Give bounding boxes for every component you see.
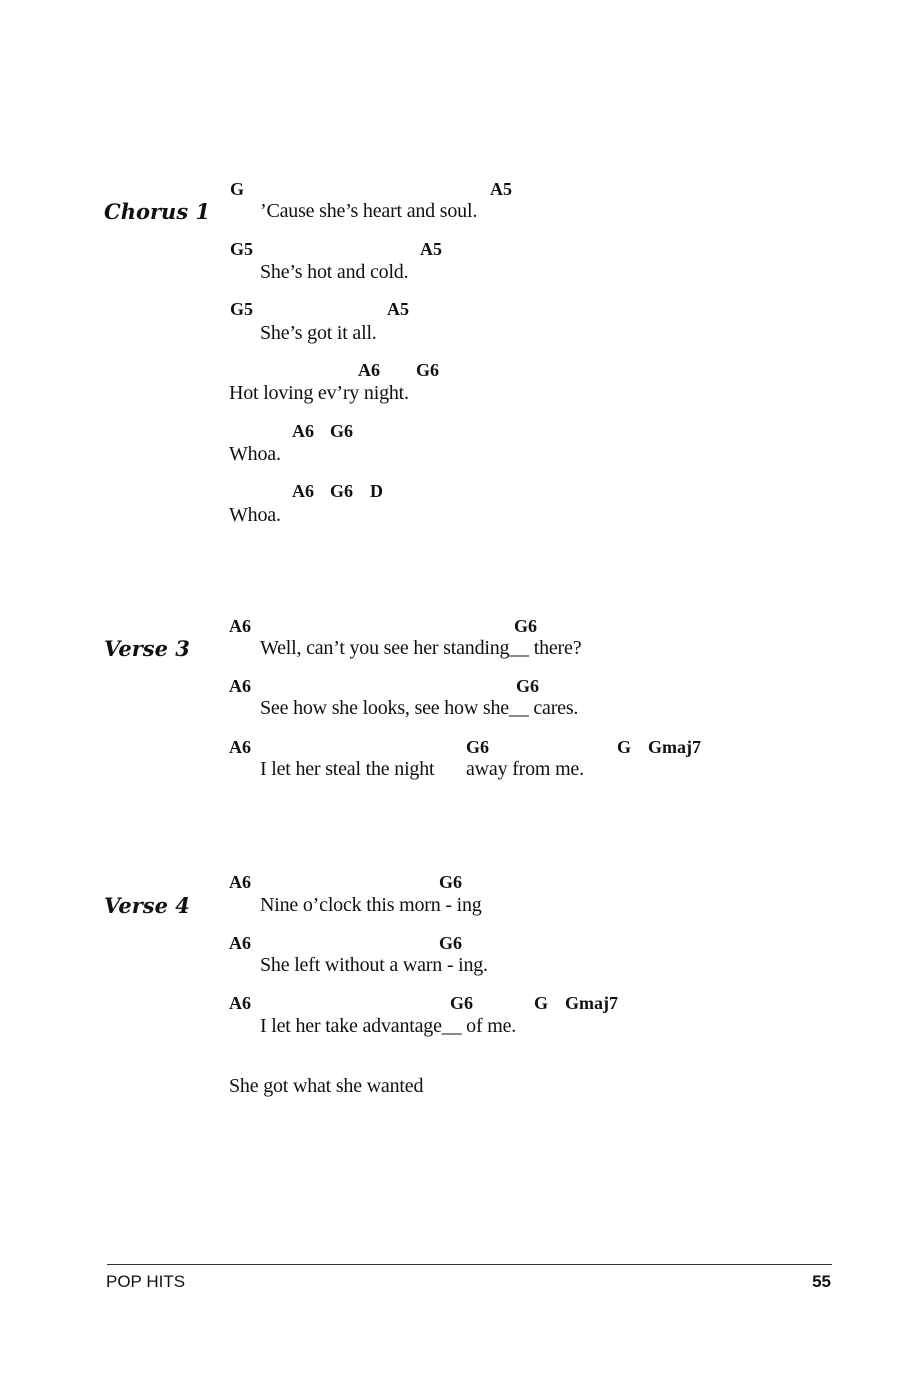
chord: G5: [230, 239, 254, 259]
chord: A6: [229, 676, 251, 696]
chord: Gmaj7: [648, 737, 701, 757]
lyric-line: Whoa.: [229, 443, 281, 465]
lyric-line: Nine o’clock this morn - ing: [260, 894, 482, 916]
chord: A6: [292, 421, 314, 441]
chord: G: [230, 179, 245, 199]
page-number: 55: [812, 1272, 831, 1291]
chord: G6: [516, 676, 540, 696]
chord: A5: [387, 299, 409, 319]
lyric-line: She got what she wanted: [229, 1075, 424, 1097]
lyric-line: ’Cause she’s heart and soul.: [260, 200, 478, 222]
chord: A5: [420, 239, 442, 259]
chord: G6: [416, 360, 440, 380]
chord: G: [534, 993, 549, 1013]
lyric-line: Hot loving ev’ry night.: [229, 382, 409, 404]
chord: A5: [490, 179, 512, 199]
chord: G: [617, 737, 632, 757]
chord: G6: [330, 421, 354, 441]
lyric-line: away from me.: [466, 758, 584, 780]
footer-book-title: POP HITS: [106, 1272, 186, 1291]
section-label-chorus-1: Chorus 1: [104, 199, 211, 224]
chord: G5: [230, 299, 254, 319]
chord: G6: [514, 616, 538, 636]
lyric-line: Well, can’t you see her standing__ there?: [260, 637, 582, 659]
chord: A6: [358, 360, 380, 380]
lyric-line: Whoa.: [229, 504, 281, 526]
chord: D: [370, 481, 383, 501]
chord: A6: [292, 481, 314, 501]
chord: G6: [439, 933, 463, 953]
lyric-line: See how she looks, see how she__ cares.: [260, 697, 579, 719]
lyric-line: I let her steal the night: [260, 758, 435, 780]
chord: G6: [450, 993, 474, 1013]
section-label-verse-3: Verse 3: [104, 636, 190, 661]
lyric-line: She’s got it all.: [260, 322, 377, 344]
footer-rule: [107, 1264, 832, 1265]
chord: A6: [229, 933, 251, 953]
chord: G6: [466, 737, 490, 757]
chord: G6: [330, 481, 354, 501]
chord: G6: [439, 872, 463, 892]
lyric-line: I let her take advantage__ of me.: [260, 1015, 517, 1037]
chord: Gmaj7: [565, 993, 618, 1013]
chord: A6: [229, 737, 251, 757]
chord: A6: [229, 616, 251, 636]
lyric-line: She left without a warn - ing.: [260, 954, 488, 976]
chord: A6: [229, 872, 251, 892]
lyric-line: She’s hot and cold.: [260, 261, 409, 283]
chord: A6: [229, 993, 251, 1013]
section-label-verse-4: Verse 4: [104, 893, 190, 918]
